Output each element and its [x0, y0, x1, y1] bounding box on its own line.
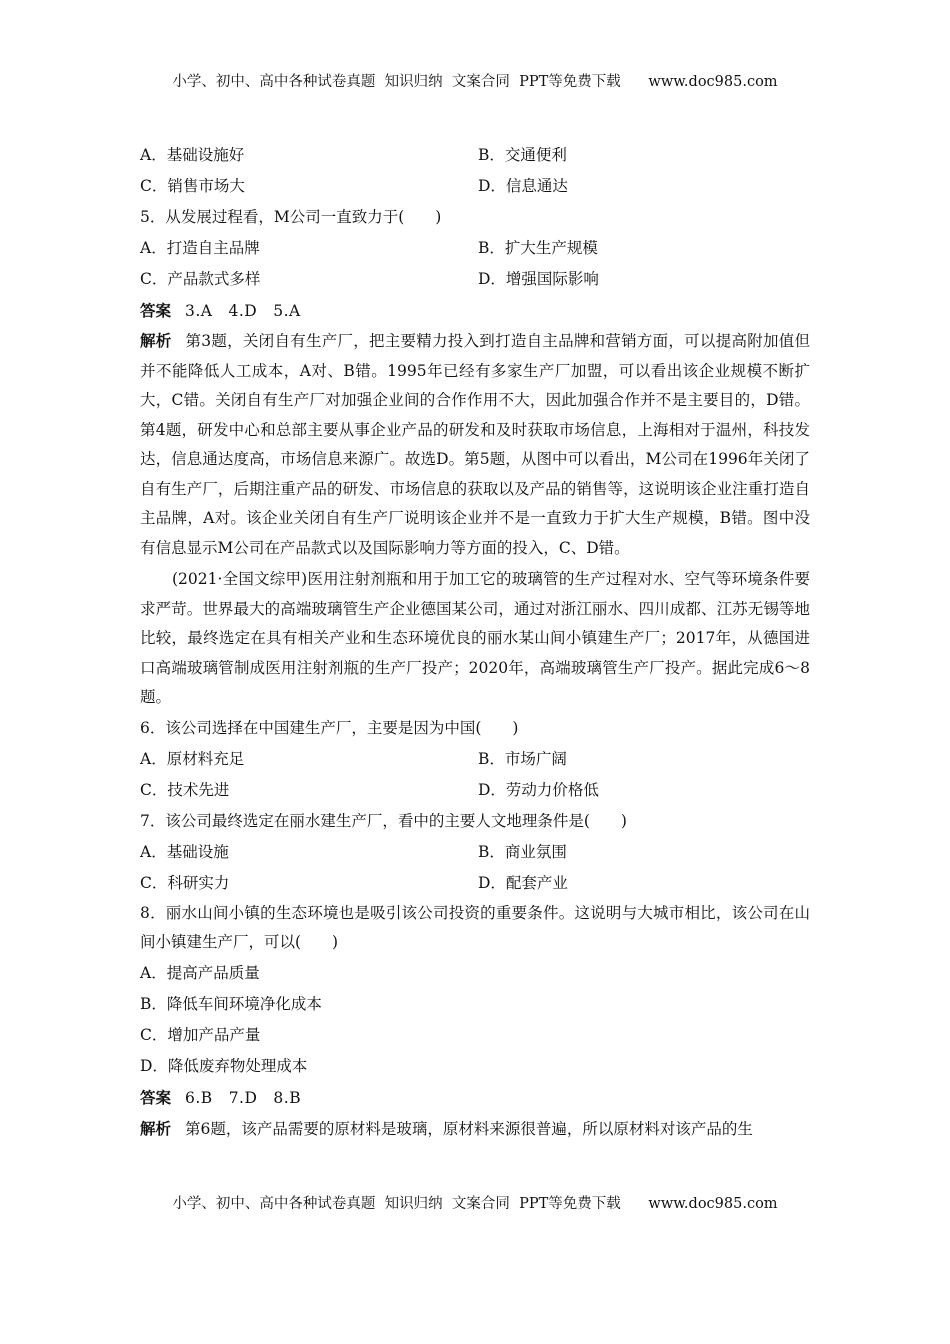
q4-options-row-1 — [140, 140, 810, 171]
analysis-block-2 — [140, 1113, 810, 1144]
q5-option-c: C．产品款式多样 — [140, 270, 261, 288]
q4-option-d: D．信息通达 — [478, 177, 568, 195]
analysis-text: 第3题，关闭自有生产厂，把主要精力投入到打造自主品牌和营销方面，可以提高附加值但并不能降低人工成本，A对、B错。1995年已经有多家生产厂加盟，可以看出该企业规模不断扩大，C错。关闭自有生产厂对加强企业间的合作作用不大，因此加强合作并不是主要目的，D错。第4题，研发中心和总部主要从事企业产品的研发和及时获取市场信息，上海相对于温州，科技发达，信息通达度高，市场信息来源广。故选D。第5题，从图中可以看出，M公司在1996年关闭了自有生产厂，后期注重产品的研发、市场信息的获取以及产品的销售等，这说明该企业注重打造自主品牌，A对。该企业关闭自有生产厂说明该企业并不是一直致力于扩大生产规模，B错。图中没有信息显示M公司在产品款式以及国际影响力等方面的投入，C、D错。 — [140, 332, 810, 557]
q8-option-d: D．降低废弃物处理成本 — [140, 1056, 308, 1075]
q5-option-b: B．扩大生产规模 — [478, 239, 598, 257]
page-header: 小学、初中、高中各种试卷真题 知识归纳 文案合同 PPT等免费下载 www.doc985.com — [172, 74, 778, 90]
q8-option-c: C．增加产品产量 — [140, 1025, 261, 1044]
q4-option-c: C．销售市场大 — [140, 177, 245, 195]
page-content — [140, 140, 810, 1144]
reading-passage: (2021·全国文综甲)医用注射剂瓶和用于加工它的玻璃管的生产过程对水、空气等环境条件要求严苛。世界最大的高端玻璃管生产企业德国某公司，通过对浙江丽水、四川成都、江苏无锡等地比较，最终选定在具有相关产业和生态环境优良的丽水某山间小镇建生产厂；2017年，从德国进口高端玻璃管制成医用注射剂瓶的生产厂投产；2020年，高端玻璃管生产厂投产。据此完成6～8题。 — [140, 570, 810, 706]
q5-options-row-1 — [140, 233, 810, 264]
q7-options-row-1 — [140, 837, 810, 868]
page-footer: 小学、初中、高中各种试卷真题 知识归纳 文案合同 PPT等免费下载 www.doc985.com — [172, 1196, 778, 1212]
q5-stem: 5．从发展过程看，M公司一直致力于( ) — [140, 208, 442, 226]
q4-option-b: B．交通便利 — [478, 146, 567, 164]
analysis-label: 解析 — [140, 1118, 172, 1138]
q5-option-a: A．打造自主品牌 — [140, 239, 260, 257]
q7-stem: 7．该公司最终选定在丽水建生产厂，看中的主要人文地理条件是( ) — [140, 811, 627, 830]
q7-options-row-2 — [140, 868, 810, 899]
q6-option-b: B．市场广阔 — [478, 749, 567, 768]
q8-option-b: B．降低车间环境净化成本 — [140, 994, 322, 1013]
q5-option-d: D．增强国际影响 — [478, 270, 599, 288]
q6-options-row-2 — [140, 775, 810, 806]
q5-options-row-2 — [140, 264, 810, 295]
q7-option-b: B．商业氛围 — [478, 842, 567, 861]
answer-values: 6.B 7.D 8.B — [185, 1088, 302, 1107]
answer-values: 3.A 4.D 5.A — [185, 302, 301, 320]
answer-block-2 — [140, 1082, 810, 1113]
analysis-text: 第6题，该产品需要的原材料是玻璃，原材料来源很普遍，所以原材料对该产品的生 — [185, 1119, 753, 1138]
q4-options-row-2 — [140, 171, 810, 202]
q7-option-c: C．科研实力 — [140, 873, 230, 892]
q4-option-a: A．基础设施好 — [140, 146, 245, 164]
q8-option-a: A．提高产品质量 — [140, 963, 260, 982]
answer-label: 答案 — [140, 1087, 172, 1107]
answer-label: 答案 — [140, 301, 172, 320]
q6-option-a: A．原材料充足 — [140, 749, 245, 768]
answer-block-1 — [140, 295, 810, 326]
q7-option-a: A．基础设施 — [140, 842, 229, 861]
analysis-label: 解析 — [140, 331, 172, 350]
analysis-block-1 — [140, 326, 810, 563]
q6-stem: 6．该公司选择在中国建生产厂，主要是因为中国( ) — [140, 718, 519, 737]
q6-options-row-1 — [140, 744, 810, 775]
q6-option-d: D．劳动力价格低 — [478, 780, 599, 799]
q6-option-c: C．技术先进 — [140, 780, 230, 799]
q8-stem: 8．丽水山间小镇的生态环境也是吸引该公司投资的重要条件。这说明与大城市相比，该公司在山间小镇建生产厂，可以( ) — [140, 903, 810, 951]
q7-option-d: D．配套产业 — [478, 873, 568, 892]
